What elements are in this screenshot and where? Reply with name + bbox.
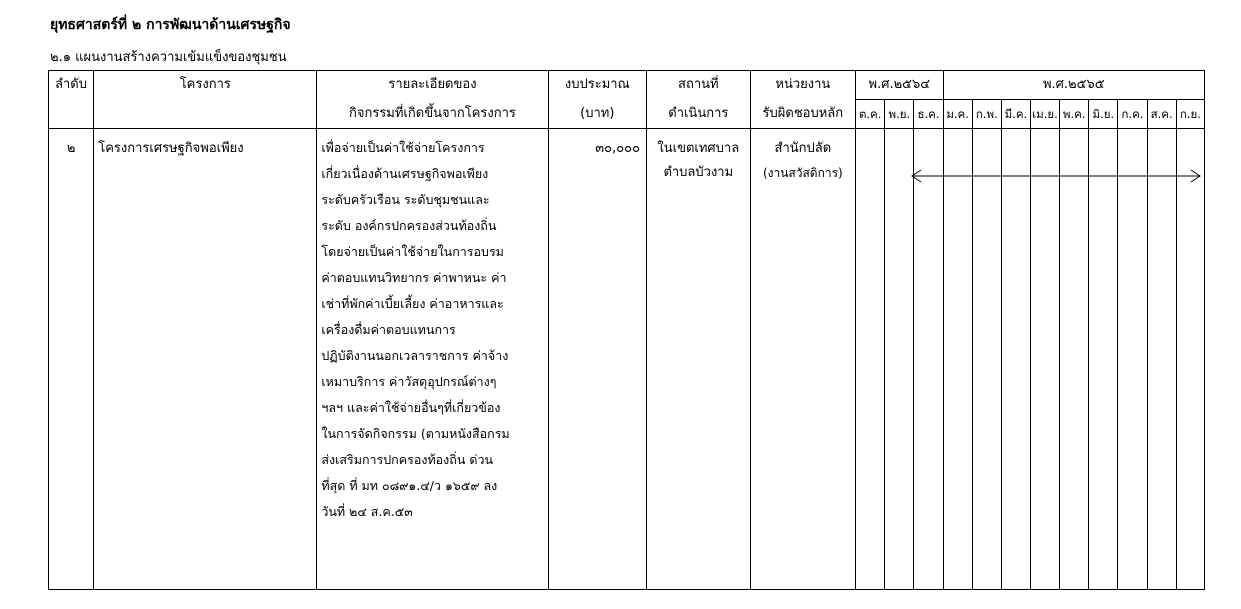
responsible-unit-cell	[750, 129, 856, 590]
detail-header-line2: กิจกรรมที่เกิดขึ้นจากโครงการ	[317, 100, 548, 129]
month-header: พ.ค.	[1060, 100, 1089, 129]
detail-line: ฯลฯ และค่าใช้จ่ายอื่นๆที่เกี่ยวข้อง	[321, 400, 501, 415]
detail-line: ปฏิบัติงานนอกเวลาราชการ ค่าจ้าง	[321, 348, 509, 363]
month-header: ส.ค.	[1147, 100, 1176, 129]
month-cell	[914, 129, 943, 590]
month-header: มิ.ย.	[1089, 100, 1118, 129]
budget-cell: ๓๐,๐๐๐	[548, 129, 647, 590]
budget-header: งบประมาณ	[548, 71, 647, 100]
month-cell	[1118, 129, 1147, 590]
activity-detail-cell	[317, 129, 548, 590]
month-cell	[1001, 129, 1030, 590]
detail-line: ค่าตอบแทนวิทยากร ค่าพาหนะ ค่า	[321, 270, 507, 285]
detail-line: เพื่อจ่ายเป็นค่าใช้จ่ายโครงการ	[321, 140, 485, 155]
month-header: มี.ค.	[1001, 100, 1030, 129]
table-row	[49, 129, 1205, 590]
detail-line: ในการจัดกิจกรรม (ตามหนังสือกรม	[321, 426, 510, 441]
detail-line: วันที่ ๒๔ ส.ค.๕๓	[321, 504, 413, 519]
month-cell	[1089, 129, 1118, 590]
month-cell	[943, 129, 972, 590]
order-cell: ๒	[49, 129, 94, 590]
month-cell	[972, 129, 1001, 590]
detail-header: รายละเอียดของ	[317, 71, 548, 100]
month-header: ก.พ.	[972, 100, 1001, 129]
detail-line: เช่าที่พักค่าเบี้ยเลี้ยง ค่าอาหารและ	[321, 296, 504, 311]
detail-line: ระดับครัวเรือน ระดับชุมชนและ	[321, 192, 490, 207]
month-cell	[885, 129, 914, 590]
plan-subtitle: ๒.๑ แผนงานสร้างความเข้มแข็งของชุมชน	[50, 50, 287, 65]
month-header: ธ.ค.	[914, 100, 943, 129]
detail-line: เหมาบริการ ค่าวัสดุอุปกรณ์ต่างๆ	[321, 374, 497, 389]
schedule-span-arrow-icon	[910, 168, 1202, 184]
unit-line: สำนักปลัด	[774, 141, 832, 156]
month-cell	[1030, 129, 1059, 590]
order-header-cont	[49, 100, 94, 129]
unit-subline: (งานสวัสดิการ)	[762, 166, 843, 180]
month-cell	[1060, 129, 1089, 590]
month-header: เม.ย.	[1030, 100, 1059, 129]
month-cell	[856, 129, 885, 590]
budget-header-line2: (บาท)	[548, 100, 647, 129]
location-line: ตำบลบัวงาม	[663, 165, 734, 180]
project-name-cell: โครงการเศรษฐกิจพอเพียง	[94, 129, 317, 590]
year-2564-header: พ.ศ.๒๕๖๔	[856, 71, 943, 100]
detail-line: เครื่องดื่มค่าตอบแทนการ	[321, 322, 456, 337]
detail-line: ส่งเสริมการปกครองท้องถิ่น ด่วน	[321, 452, 494, 467]
unit-header-line2: รับผิดชอบหลัก	[750, 100, 856, 129]
year-2565-header: พ.ศ.๒๕๖๕	[943, 71, 1204, 100]
project-header: โครงการ	[94, 71, 317, 100]
order-header: ลำดับ	[49, 71, 94, 100]
month-header: พ.ย.	[885, 100, 914, 129]
location-line: ในเขตเทศบาล	[657, 141, 740, 156]
strategy-title: ยุทธศาสตร์ที่ ๒ การพัฒนาด้านเศรษฐกิจ	[50, 17, 291, 33]
month-cell	[1147, 129, 1176, 590]
unit-header: หน่วยงาน	[750, 71, 856, 100]
location-header: สถานที่	[647, 71, 751, 100]
month-header: ก.ย.	[1176, 100, 1204, 129]
month-header: ก.ค.	[1118, 100, 1147, 129]
project-header-cont	[94, 100, 317, 129]
header-row-1	[49, 71, 1205, 100]
location-header-line2: ดำเนินการ	[647, 100, 751, 129]
month-cell	[1176, 129, 1204, 590]
detail-line: โดยจ่ายเป็นค่าใช้จ่ายในการอบรม	[321, 244, 504, 259]
location-cell	[647, 129, 751, 590]
month-header: ม.ค.	[943, 100, 972, 129]
detail-line: ที่สุด ที่ มท ๐๘๙๑.๔/ว ๑๖๕๙ ลง	[321, 478, 498, 493]
month-header: ต.ค.	[856, 100, 885, 129]
project-plan-table	[48, 70, 1205, 590]
detail-line: เกี่ยวเนื่องด้านเศรษฐกิจพอเพียง	[321, 166, 489, 181]
header-row-2	[49, 100, 1205, 129]
detail-line: ระดับ องค์กรปกครองส่วนท้องถิ่น	[321, 218, 497, 233]
